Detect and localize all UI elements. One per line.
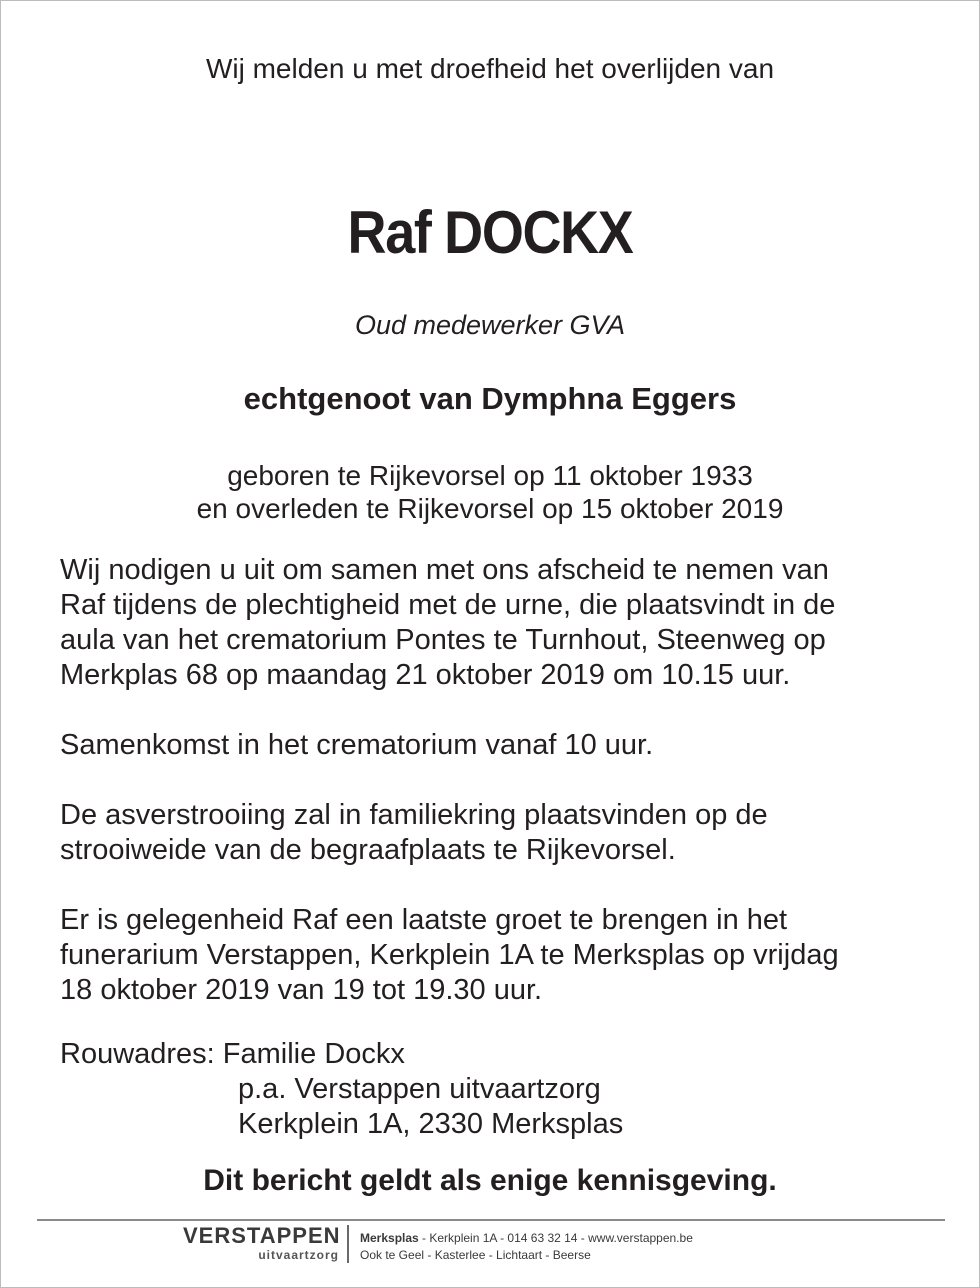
footer-location: Merksplas <box>360 1231 419 1245</box>
footer-contact-details: - Kerkplein 1A - 014 63 32 14 - www.verstappen.be <box>418 1231 693 1245</box>
paragraph-line: aula van het crematorium Pontes te Turnhout, Steenweg op <box>60 624 826 656</box>
life-dates <box>1 459 979 525</box>
paragraph-line: Raf tijdens de plechtigheid met de urne, die plaatsvindt in de <box>60 589 836 621</box>
deceased-role: Oud medewerker GVA <box>354 310 626 340</box>
ceremony-paragraph <box>60 553 940 693</box>
paragraph-line: Er is gelegenheid Raf een laatste groet te brengen in het <box>60 904 788 936</box>
notice-body <box>60 553 940 1043</box>
footer-separator <box>347 1225 349 1263</box>
intro-text: Wij melden u met droefheid het overlijden van <box>205 53 775 84</box>
visitation-paragraph <box>60 903 940 1008</box>
paragraph-line: Samenkomst in het crematorium vanaf 10 uur. <box>60 729 654 761</box>
closing-statement: Dit bericht geldt als enige kennisgeving. <box>203 1164 777 1197</box>
paragraph-line: De asverstrooiing zal in familiekring plaatsvinden op de <box>60 799 768 831</box>
footer-other-locations: Ook te Geel - Kasterlee - Lichtaart - Beerse <box>360 1248 591 1262</box>
deceased-name: Raf DOCKX <box>347 199 633 266</box>
spouse-line: echtgenoot van Dymphna Eggers <box>243 381 737 416</box>
logo-subtitle: uitvaartzorg <box>258 1248 339 1262</box>
verstappen-logo <box>183 1223 339 1261</box>
paragraph-line: funerarium Verstappen, Kerkplein 1A te Merksplas op vrijdag <box>60 939 839 971</box>
address-line-1: Rouwadres: Familie Dockx <box>60 1038 405 1070</box>
paragraph-line: 18 oktober 2019 van 19 tot 19.30 uur. <box>60 974 543 1006</box>
gathering-paragraph <box>60 728 940 763</box>
logo-brand: VERSTAPPEN <box>183 1223 341 1248</box>
mourning-address <box>60 1037 623 1142</box>
ash-scattering-paragraph <box>60 798 940 868</box>
death-line: en overleden te Rijkevorsel op 15 oktober 2019 <box>196 493 784 524</box>
paragraph-line: Wij nodigen u uit om samen met ons afscheid te nemen van <box>60 554 829 586</box>
address-line-3: Kerkplein 1A, 2330 Merksplas <box>238 1108 624 1140</box>
paragraph-line: strooiweide van de begraafplaats te Rijkevorsel. <box>60 834 676 866</box>
paragraph-line: Merkplas 68 op maandag 21 oktober 2019 om 10.15 uur. <box>60 659 791 691</box>
footer-contact <box>360 1230 693 1264</box>
birth-line: geboren te Rijkevorsel op 11 oktober 1933 <box>227 460 753 491</box>
footer-divider <box>37 1219 945 1221</box>
address-line-2: p.a. Verstappen uitvaartzorg <box>238 1073 601 1105</box>
